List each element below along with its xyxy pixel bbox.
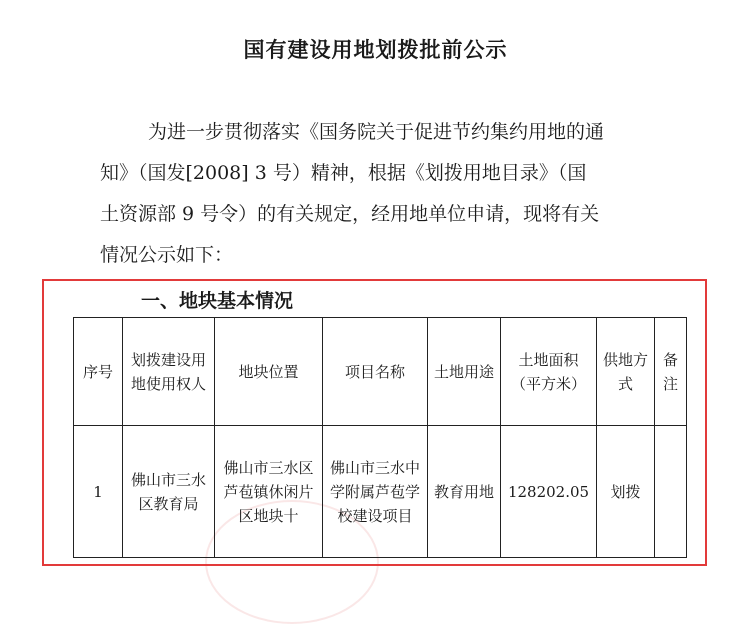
paragraph-line-4: 情况公示如下：: [100, 244, 234, 266]
paragraph-line-2: 知》（国发[2008] 3 号）精神，根据《划拨用地目录》（国: [100, 162, 587, 184]
cell-area: 128202.05: [501, 426, 597, 558]
cell-location: 佛山市三水区芦苞镇休闲片区地块十: [215, 426, 323, 558]
header-project: 项目名称: [323, 318, 428, 426]
header-location: 地块位置: [215, 318, 323, 426]
paragraph-line-3: 土资源部 9 号令）的有关规定，经用地单位申请，现将有关: [100, 203, 600, 225]
header-supply: 供地方式: [597, 318, 655, 426]
header-use: 土地用途: [428, 318, 501, 426]
section-heading: 一、地块基本情况: [141, 290, 294, 312]
header-holder: 划拨建设用地使用权人: [123, 318, 215, 426]
header-seq: 序号: [74, 318, 123, 426]
cell-holder: 佛山市三水区教育局: [123, 426, 215, 558]
table-header-row: [74, 318, 687, 426]
paragraph-line-1: 为进一步贯彻落实《国务院关于促进节约集约用地的通: [148, 121, 605, 143]
header-remark: 备注: [655, 318, 687, 426]
cell-remark: [655, 426, 687, 558]
cell-seq: 1: [74, 426, 123, 558]
document-title: 国有建设用地划拨批前公示: [243, 37, 508, 62]
cell-supply: 划拨: [597, 426, 655, 558]
header-area: 土地面积（平方米）: [501, 318, 597, 426]
cell-project: 佛山市三水中学附属芦苞学校建设项目: [323, 426, 428, 558]
cell-use: 教育用地: [428, 426, 501, 558]
table-row: [74, 426, 687, 558]
land-parcel-table: [73, 317, 687, 558]
